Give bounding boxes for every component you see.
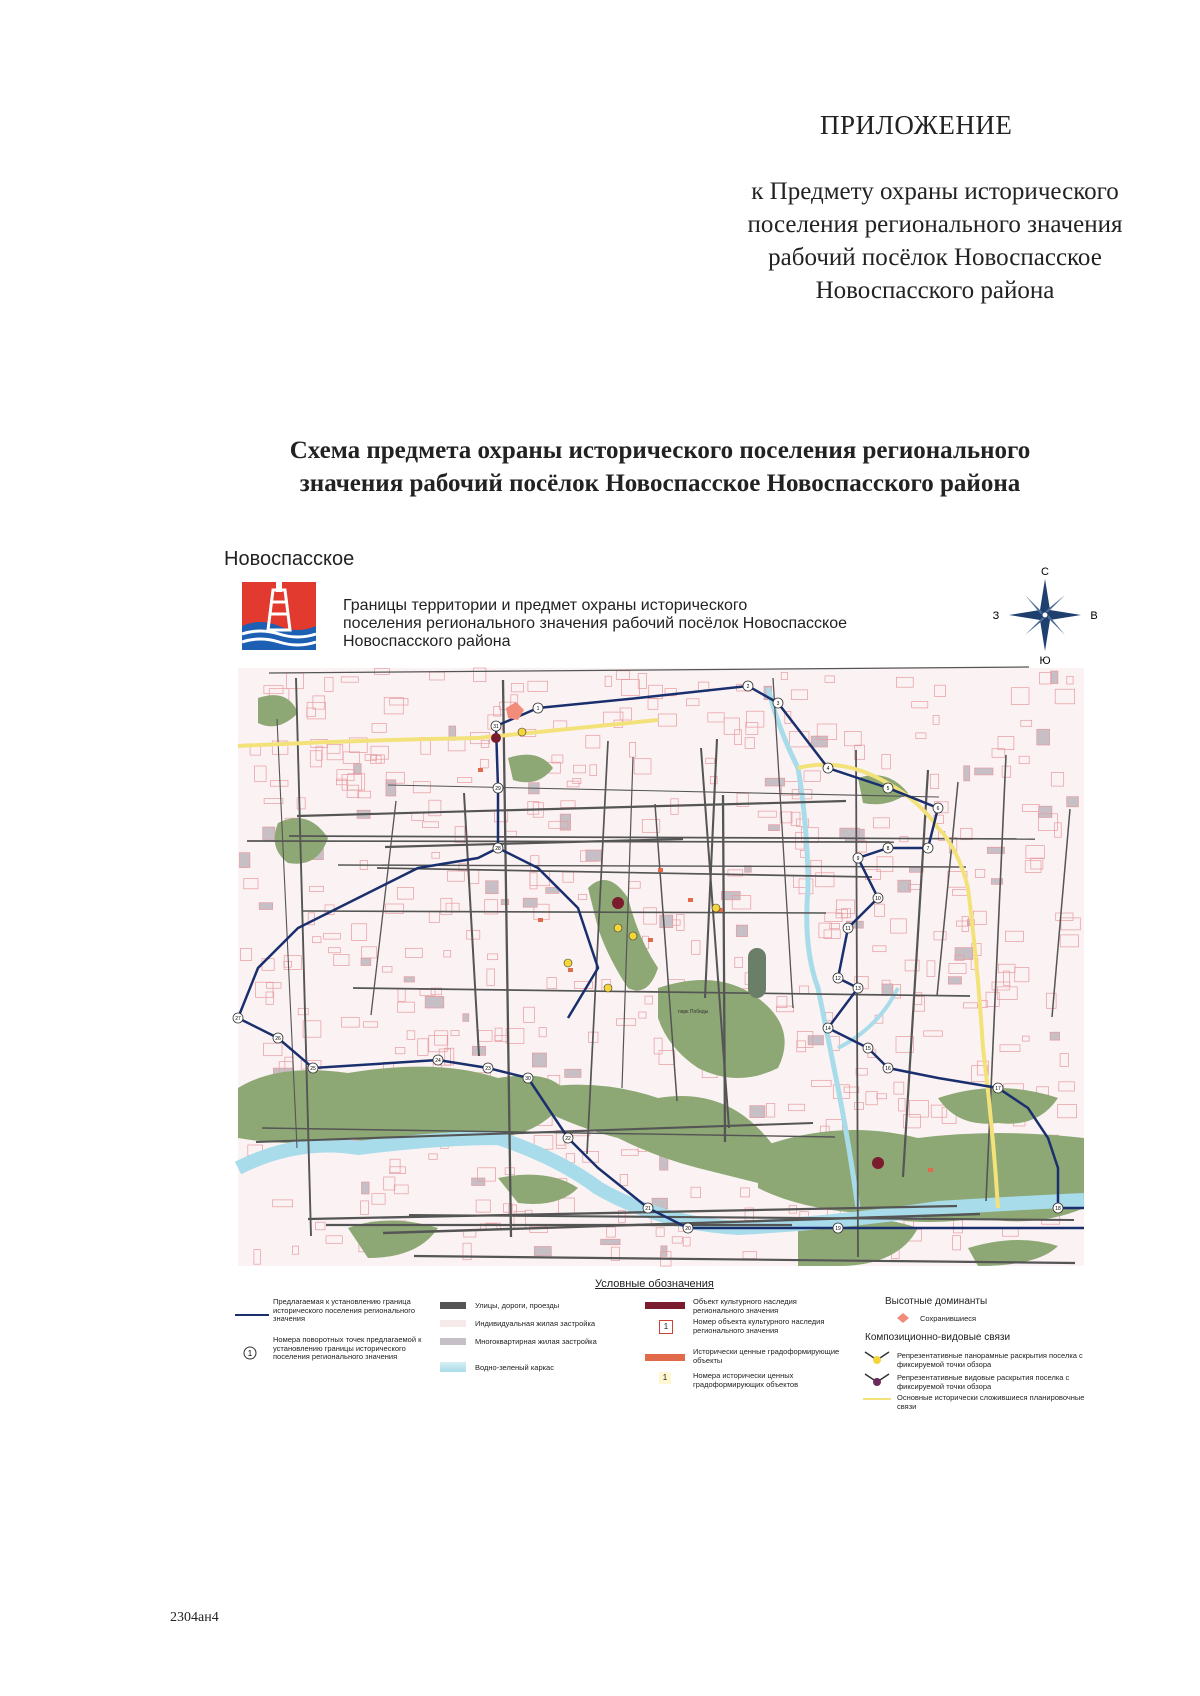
document-code: 2304ан4 [170, 1610, 219, 1625]
compass-s: Ю [1039, 655, 1051, 667]
turn-point-number: 31 [493, 724, 499, 730]
turn-point-number: 20 [685, 1226, 691, 1232]
turn-point-number: 4 [826, 766, 830, 772]
turn-point-marker [493, 843, 503, 853]
legend-apartment: Многоквартирная жилая застройка [475, 1337, 597, 1346]
turn-point-marker [993, 1083, 1003, 1093]
turn-point-marker [863, 1043, 873, 1053]
scheme-title-line: значения рабочий посёлок Новоспасское Новоспасского района [299, 470, 1021, 497]
legend-heritage-num: Номер объекта культурного наследия регионального значения [693, 1317, 825, 1335]
streets-swatch [440, 1302, 466, 1309]
turn-point-sample: 1 [247, 1349, 253, 1358]
legend-streets: Улицы, дороги, проезды [475, 1301, 560, 1310]
legend-water-green: Водно-зеленый каркас [475, 1363, 554, 1372]
map-header-line: поселения регионального значения рабочий посёлок Новоспасское [343, 615, 848, 632]
settlement-map [235, 668, 1084, 1266]
turn-point-number: 6 [936, 806, 940, 812]
heritage-swatch [645, 1302, 685, 1309]
turn-point-marker [883, 783, 893, 793]
legend-panoramic: Репрезентативные панорамные раскрытия поселка с фиксируемой точки обзора [897, 1351, 1083, 1369]
turn-point-number: 12 [835, 976, 841, 982]
turn-point-number: 28 [495, 846, 501, 852]
planning-links-swatch [863, 1398, 891, 1400]
turn-point-number: 16 [885, 1066, 891, 1072]
turn-point-marker [843, 923, 853, 933]
turn-point-marker [433, 1055, 443, 1065]
legend-dominants-preserved: Сохранившиеся [920, 1314, 977, 1323]
turn-point-number: 27 [235, 1016, 241, 1022]
turn-point-marker [643, 1203, 653, 1213]
map-header [343, 597, 993, 651]
appendix-line: рабочий посёлок Новоспасское [768, 244, 1102, 271]
individual-swatch [440, 1320, 466, 1327]
turn-point-number: 22 [565, 1136, 571, 1142]
legend-dominants-head: Высотные доминанты [885, 1296, 988, 1307]
turn-point-marker [923, 843, 933, 853]
turn-point-marker [873, 893, 883, 903]
turn-point-marker [273, 1033, 283, 1043]
historic-num-swatch: 1 [659, 1372, 671, 1384]
turn-point-marker [853, 853, 863, 863]
legend-historic-num: Номера исторически ценных градоформирующих объектов [693, 1371, 799, 1389]
map-header-line: Новоспасского района [343, 633, 511, 650]
heritage-num-swatch: 1 [659, 1320, 673, 1334]
turn-point-number: 18 [1055, 1206, 1061, 1212]
panoramic-swatch-icon [863, 1350, 891, 1366]
turn-point-number: 5 [886, 786, 890, 792]
compass-rose-icon [990, 565, 1100, 665]
turn-point-number: 21 [645, 1206, 651, 1212]
turn-point-marker [533, 703, 543, 713]
map-town-label: Новоспасское [224, 548, 355, 570]
turn-point-marker [823, 763, 833, 773]
coat-of-arms-icon [240, 580, 318, 652]
legend-view-openings: Репрезентативные видовые раскрытия поселка с фиксируемой точки обзора [897, 1373, 1070, 1391]
turn-point-marker [491, 721, 501, 731]
appendix-title: ПРИЛОЖЕНИЕ [820, 110, 1013, 140]
dominant-swatch-icon [895, 1312, 911, 1324]
turn-point-marker [743, 681, 753, 691]
appendix-line: поселения регионального значения [747, 211, 1123, 238]
water-green-swatch [440, 1362, 466, 1372]
turn-point-number: 15 [865, 1046, 871, 1052]
historic-objects-swatch [645, 1354, 685, 1361]
view-openings-swatch-icon [863, 1372, 891, 1388]
turn-point-marker [883, 1063, 893, 1073]
turn-point-number: 29 [495, 786, 501, 792]
map-legend [235, 1278, 1115, 1428]
turn-point-marker [1053, 1203, 1063, 1213]
appendix-line: Новоспасского района [815, 277, 1055, 304]
turn-point-number: 23 [485, 1066, 491, 1072]
turn-point-marker [683, 1223, 693, 1233]
legend-individual: Индивидуальная жилая застройка [475, 1319, 596, 1328]
turn-point-marker [308, 1063, 318, 1073]
turn-point-marker [493, 783, 503, 793]
appendix-subtitle [700, 175, 1170, 307]
turn-point-marker [823, 1023, 833, 1033]
turn-point-marker [833, 973, 843, 983]
turn-point-number: 3 [776, 701, 780, 707]
legend-heritage: Объект культурного наследия регионального значения [693, 1297, 797, 1315]
turn-point-swatch-icon [243, 1346, 257, 1360]
scheme-title-line: Схема предмета охраны исторического поселения регионального [289, 437, 1031, 464]
turn-point-number: 25 [310, 1066, 316, 1072]
turn-point-marker [773, 698, 783, 708]
turn-point-number: 30 [525, 1076, 531, 1082]
turn-point-marker [523, 1073, 533, 1083]
turn-point-number: 2 [746, 684, 750, 690]
turn-point-number: 14 [825, 1026, 831, 1032]
legend-historic-objects: Исторически ценные градоформирующие объекты [693, 1347, 840, 1365]
turn-point-number: 19 [835, 1226, 841, 1232]
turn-point-marker [563, 1133, 573, 1143]
legend-views-head: Композиционно-видовые связи [865, 1332, 1011, 1343]
turn-point-marker [853, 983, 863, 993]
turn-point-number: 17 [995, 1086, 1001, 1092]
turn-point-number: 1 [536, 706, 540, 712]
turn-point-number: 26 [275, 1036, 281, 1042]
turn-point-number: 10 [875, 896, 881, 902]
legend-turn-points: Номера поворотных точек предлагаемой к установлению границы исторического поселения регионального значения [273, 1335, 422, 1361]
park-label: парк Победы [678, 1009, 709, 1015]
compass-n: С [1041, 566, 1049, 578]
turn-point-number: 11 [845, 926, 851, 932]
turn-point-number: 9 [856, 856, 860, 862]
compass-w: З [992, 610, 1000, 622]
turn-point-number: 8 [886, 846, 890, 852]
legend-boundary: Предлагаемая к установлению граница исторического поселения регионального значения [273, 1297, 416, 1323]
scheme-title [220, 434, 1100, 500]
legend-title: Условные обозначения [595, 1278, 714, 1290]
turn-point-marker [883, 843, 893, 853]
turn-point-number: 24 [435, 1058, 441, 1064]
turn-point-marker [233, 1013, 243, 1023]
turn-point-marker [483, 1063, 493, 1073]
turn-point-marker [933, 803, 943, 813]
appendix-line: к Предмету охраны исторического [751, 178, 1119, 205]
turn-point-marker [833, 1223, 843, 1233]
turn-point-number: 13 [855, 986, 861, 992]
legend-planning-links: Основные исторически сложившиеся планировочные связи [897, 1393, 1085, 1411]
boundary-swatch [235, 1312, 269, 1318]
apartment-swatch [440, 1338, 466, 1345]
map-header-line: Границы территории и предмет охраны исторического [343, 597, 748, 614]
turn-point-number: 7 [926, 846, 930, 852]
compass-e: В [1090, 610, 1098, 622]
